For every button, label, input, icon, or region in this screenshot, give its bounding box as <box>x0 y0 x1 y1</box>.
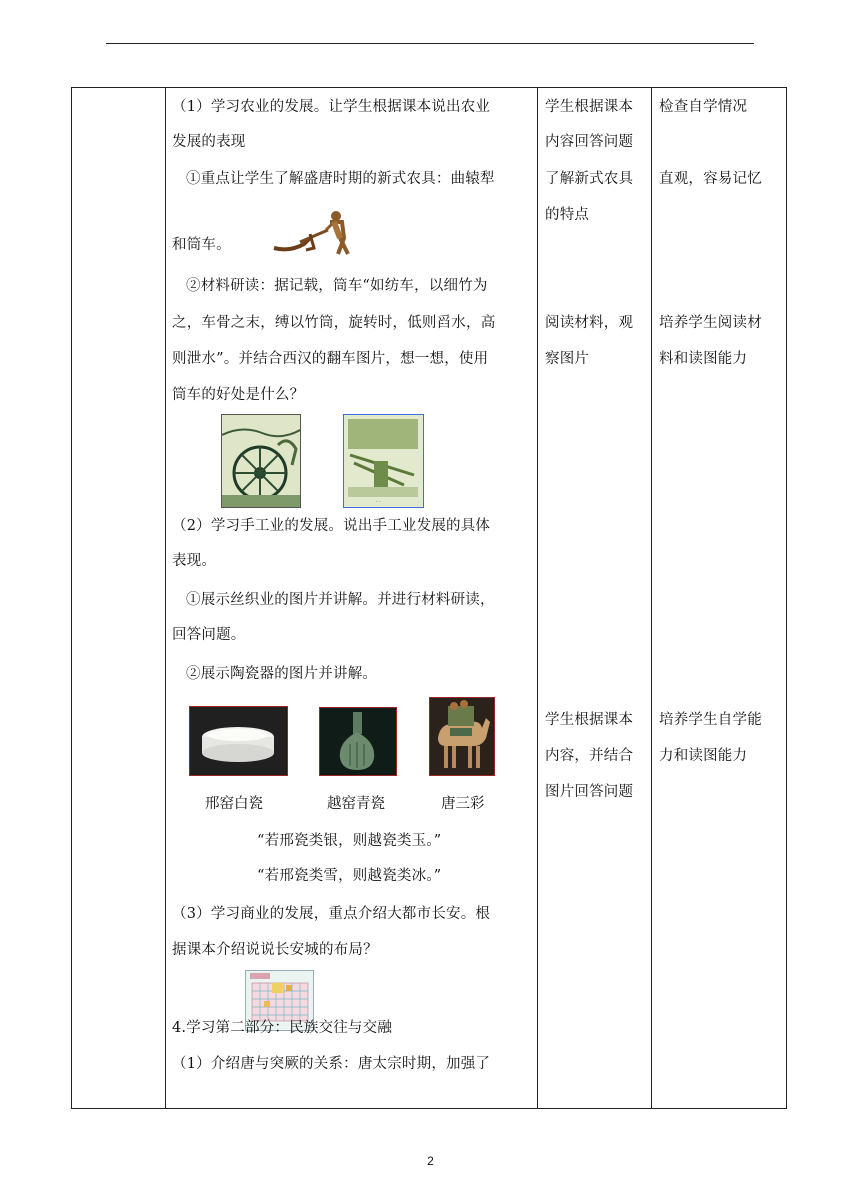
text-line: 直观，容易记忆 <box>659 171 762 187</box>
text-line: 察图片 <box>545 351 590 367</box>
svg-text:- -: - - <box>376 499 381 505</box>
quote-line: “若邢瓷类雪，则越瓷类冰。” <box>257 868 442 884</box>
page-number: 2 <box>427 1154 434 1168</box>
text-line: 筒车的好处是什么？ <box>172 387 305 403</box>
xing-white-porcelain-image <box>189 706 288 776</box>
text-line: 回答问题。 <box>172 627 246 643</box>
text-line: （2）学习手工业的发展。说出手工业发展的具体 <box>172 518 491 534</box>
text-line: （3）学习商业的发展，重点介绍大都市长安。根 <box>172 906 491 922</box>
text-line: 内容，并结合 <box>545 748 634 764</box>
tang-tricolor-image <box>429 697 495 776</box>
text-line: 据课本介绍说说长安城的布局？ <box>172 942 378 958</box>
text-line: 阅读材料，观 <box>545 315 634 331</box>
text-line: （1）介绍唐与突厥的关系：唐太宗时期，加强了 <box>172 1056 491 1072</box>
column-divider <box>537 88 538 1108</box>
text-line: 内容回答问题 <box>545 134 634 150</box>
text-line: 学生根据课本 <box>545 99 634 115</box>
text-line: 料和读图能力 <box>659 351 748 367</box>
column-divider <box>651 88 652 1108</box>
text-line: 的特点 <box>545 207 590 223</box>
text-line: 学生根据课本 <box>545 712 634 728</box>
text-line: 之，车骨之末，缚以竹筒，旋转时，低则舀水，高 <box>172 315 496 331</box>
text-line: ①重点让学生了解盛唐时期的新式农具：曲辕犁 <box>186 171 495 187</box>
text-line: ②展示陶瓷器的图片并讲解。 <box>186 666 378 682</box>
caption-yue: 越窑青瓷 <box>327 796 385 812</box>
text-line: ②材料研读：据记载，筒车“如纺车，以细竹为 <box>186 278 488 294</box>
yue-celadon-porcelain-image <box>319 707 397 776</box>
text-line: 和筒车。 <box>172 237 231 253</box>
square-pallet-pump-image <box>343 414 424 508</box>
quote-line: “若邢瓷类银，则越瓷类玉。” <box>257 833 442 849</box>
text-line: 了解新式农具 <box>545 171 634 187</box>
column-divider <box>165 88 166 1108</box>
text-line: 培养学生自学能 <box>659 712 762 728</box>
text-line: 则泄水”。并结合西汉的翻车图片，想一想，使用 <box>172 351 489 367</box>
text-line: 培养学生阅读材 <box>659 315 762 331</box>
text-line: 检查自学情况 <box>659 99 748 115</box>
caption-tang: 唐三彩 <box>441 796 485 812</box>
text-line: 表现。 <box>172 553 217 569</box>
text-line: 发展的表现 <box>172 134 246 150</box>
text-line: （1）学习农业的发展。让学生根据课本说出农业 <box>172 99 491 115</box>
text-line: 图片回答问题 <box>545 784 634 800</box>
curved-plough-image <box>270 208 358 256</box>
text-line: ①展示丝织业的图片并讲解。并进行材料研读， <box>186 592 495 608</box>
text-line: 4.学习第二部分：民族交往与交融 <box>172 1020 393 1036</box>
caption-xing: 邢窑白瓷 <box>205 796 263 812</box>
text-line: 力和读图能力 <box>659 748 748 764</box>
waterwheel-image <box>221 414 301 508</box>
header-rule <box>106 43 754 44</box>
